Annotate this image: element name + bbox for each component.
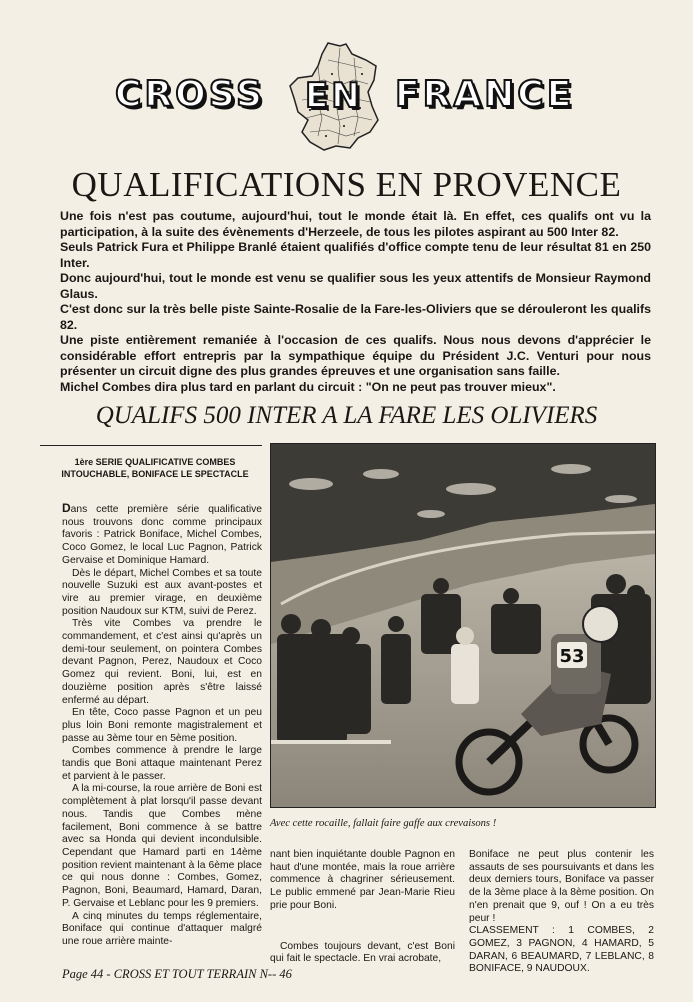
intro-paragraph: Donc aujourd'hui, tout le monde est venu se qualifier sous les yeux attentifs de Monsieur Raymond Glaus. (60, 271, 651, 301)
race-photo (270, 443, 656, 808)
column-paragraph (62, 502, 262, 568)
masthead-word-en: EN (305, 76, 363, 116)
divider-rule (40, 445, 262, 446)
intro-paragraph: Seuls Patrick Fura et Philippe Branlé étaient qualifiés d'office compte tenu de leur résultat 81 en 250 Inter. (60, 240, 651, 270)
column-paragraph-text: ans cette première série qualificative nous trouvons donc comme principaux favoris : Patrick Boniface, Michel Combes, Coco Gomez, le local Luc Pagnon, Patrick Gervaise et Dominique Hamard. (62, 504, 262, 566)
section-title: QUALIFS 500 INTER A LA FARE LES OLIVIERS (95, 402, 598, 429)
column-paragraph: En tête, Coco passe Pagnon et un peu plus loin Boni remonte magistralement et passe au 3ème tour en 5ème position. (62, 707, 262, 744)
race-photo-image (271, 444, 655, 807)
classement-paragraph: CLASSEMENT : 1 COMBES, 2 GOMEZ, 3 PAGNON, 4 HAMARD, 5 DARAN, 6 BEAUMARD, 7 LEBLANC, 8 BONIFACE, 9 NAUDOUX. (469, 925, 654, 975)
column-paragraph: A cinq minutes du temps réglementaire, Boniface qui continue d'attaquer malgré une roue arrière mainte- (62, 910, 262, 947)
article-headline: QUALIFICATIONS EN PROVENCE (71, 165, 622, 204)
series-subhead: 1ère SERIE QUALIFICATIVE COMBES INTOUCHABLE, BONIFACE LE SPECTACLE (61, 457, 249, 479)
intro-paragraph: C'est donc sur la très belle piste Sainte-Rosalie de la Fare-les-Oliviers que se dérouleront les qualifs 82. (60, 302, 651, 332)
column-paragraph: Combes toujours devant, c'est Boni qui fait le spectacle. En vrai acrobate, (270, 940, 455, 965)
column-paragraph: Boniface ne peut plus contenir les assauts de ses poursuivants et dans les deux derniers tours, Boniface va passer de la 3ème place à la 8ème position. On n'en prenait que 9, ouf ! On a eu très peur ! (469, 849, 654, 924)
intro-paragraph: Michel Combes dira plus tard en parlant du circuit : "On ne peut pas trouver mieux". (60, 379, 556, 394)
column-paragraph: Très vite Combes va prendre le commandement, et c'est ainsi qu'après un demi-tour seulement, on pointera Combes devant Pagnon, Perez, Naudoux et Coco Gomez qui revient. Boni, lui, est en douzième position après s'être laissé enfermé au départ. (62, 618, 262, 706)
article-column-1 (62, 502, 262, 949)
intro-paragraphs (60, 209, 651, 395)
column-paragraph: Dès le départ, Michel Combes et sa toute nouvelle Suzuki est aux avant-postes et vire au premier virage, en deuxième position Naudoux sur KTM, suivi de Perez. (62, 567, 262, 617)
column-paragraph: nant bien inquiétante double Pagnon en haut d'une montée, mais la roue arrière commence à chagriner sérieusement. Le public emmené par Jean-Marie Rieu prie pour Boni. (270, 849, 455, 911)
intro-paragraph: Une fois n'est pas coutume, aujourd'hui, tout le monde était là. En effet, ces qualifs ont vu la participation, à la suite des évènements d'Herzeele, de tous les pilotes aspirant au 500 Inter 82. (60, 209, 651, 239)
article-column-3 (469, 849, 654, 976)
intro-paragraph: Une piste entièrement remaniée à l'occasion de ces qualifs. Nous nous devons d'apprécier le considérable effort entrepris par la sympathique équipe du Président J.C. Venturi pour nous présenter un circuit digne des plus grandes épreuves et une organisation sans faille. (60, 333, 651, 378)
masthead (110, 40, 590, 155)
masthead-word-cross: CROSS (115, 74, 265, 115)
drop-cap: D (62, 501, 71, 515)
article-column-2 (270, 849, 455, 966)
photo-caption: Avec cette rocaille, fallait faire gaffe aux crevaisons ! (270, 818, 497, 829)
rider-number: 53 (559, 646, 585, 667)
page-footer: Page 44 - CROSS ET TOUT TERRAIN N-- 46 (62, 967, 292, 981)
column-paragraph: A la mi-course, la roue arrière de Boni est complètement à plat lorsqu'il passe devant nous. Tandis que Combes mène facilement, Boni commence à se battre avec sa Honda qui devient incondulsible. Cependant que Hamard parti en 14ème position revient maintenant à la 6ème place ce qui nous donne : Combes, Gomez, Pagnon, Boni, Beaumard, Hamard, Daran, P. Gervaise et Leblanc pour les 9 premiers. (62, 783, 262, 909)
column-paragraph: Combes commence à prendre le large tandis que Boni attaque maintenant Perez et parvient à le passer. (62, 745, 262, 782)
masthead-word-france: FRANCE (395, 74, 575, 115)
